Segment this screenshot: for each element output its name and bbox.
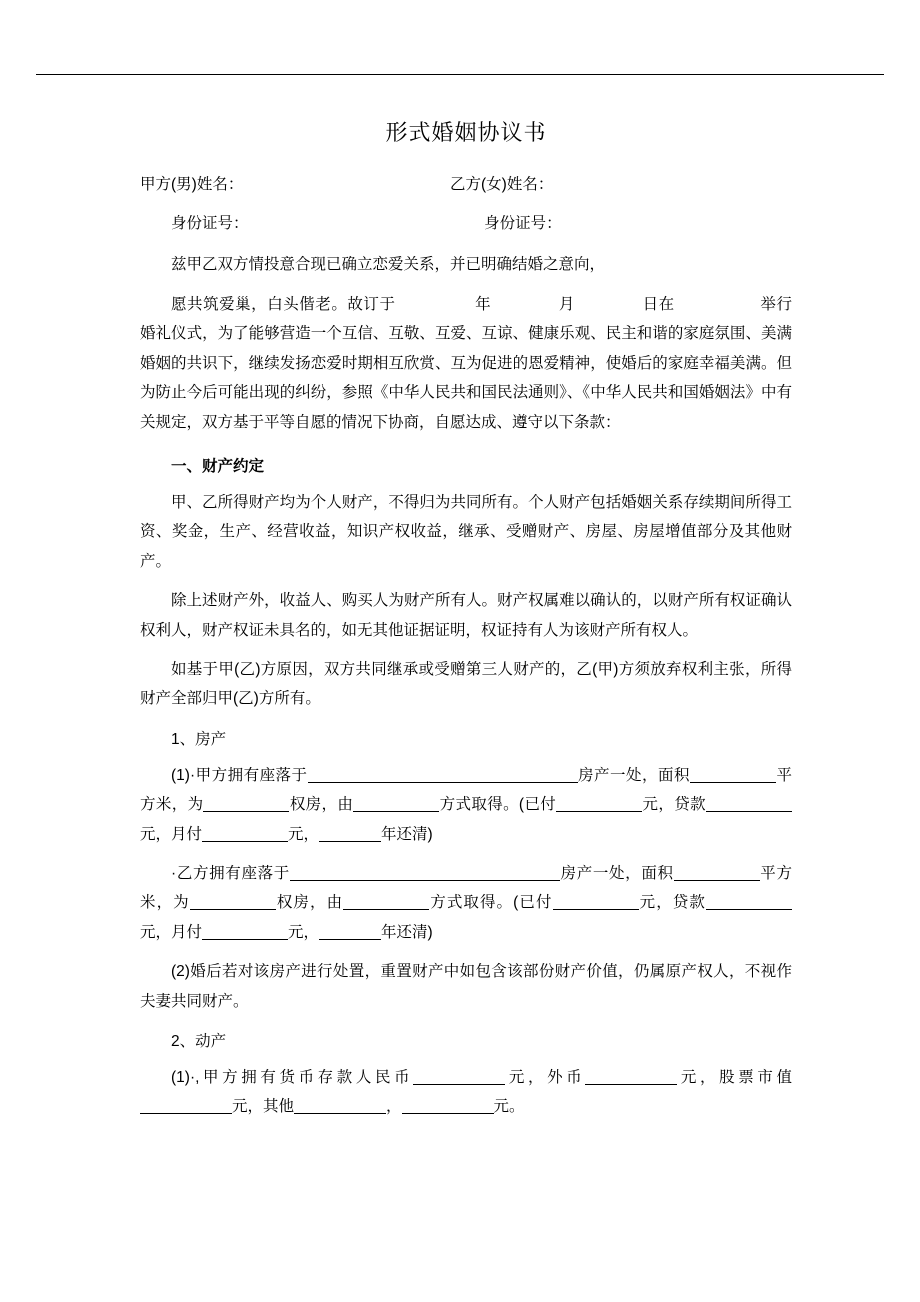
intro-prefix: 愿共筑爱巢，白头偕老。故订于	[171, 295, 396, 313]
item-1b-blank-address	[290, 864, 560, 881]
item-1a-text-6: 元，贷款	[642, 796, 706, 814]
item-1b-blank-paid	[553, 893, 639, 910]
party-id-row	[140, 212, 792, 237]
item-1b-text-5: 方式取得。(已付	[429, 894, 553, 912]
section-1-paragraph-3: 如基于甲(乙)方原因，双方共同继承或受赠第三人财产的，乙(甲)方须放弃权利主张，所得财产全部归甲(乙)方所有。	[140, 661, 792, 708]
intro-line-2	[140, 290, 792, 437]
item-1b-blank-loan	[706, 893, 792, 910]
item-1a-blank-loan	[706, 795, 792, 812]
male-id-label: 身份证号：	[171, 214, 249, 232]
year-label: 年	[475, 295, 492, 313]
item-2a-text-3: 元，股票市值	[677, 1068, 792, 1086]
item-2-heading: 2、动产	[171, 1033, 227, 1051]
month-label: 月	[558, 295, 575, 313]
item-2a-text-2: 元，外币	[505, 1068, 586, 1086]
item-2-party-a-movables	[140, 1063, 792, 1122]
item-1a-text-4: 权房，由	[289, 796, 354, 814]
item-1a-blank-monthly	[202, 824, 288, 841]
page-title: 形式婚姻协议书	[385, 120, 547, 145]
item-2a-blank-other-1	[294, 1097, 386, 1114]
item-1a-text-8: 元，	[288, 825, 320, 843]
item-1-heading: 1、房产	[171, 730, 227, 748]
item-1b-blank-area	[674, 864, 760, 881]
item-1a-blank-right-type	[203, 795, 289, 812]
document-body	[140, 118, 792, 1132]
item-1a-text-7: 元，月付	[140, 825, 203, 843]
item-2a-text-1: (1)·,甲方拥有货币存款人民币	[171, 1068, 414, 1086]
day-label: 日在	[642, 295, 675, 313]
item-1b-text-1: ·乙方拥有座落于	[171, 864, 290, 882]
item-2a-text-5: ，	[386, 1098, 402, 1116]
item-1b-text-6: 元，贷款	[638, 894, 706, 912]
item-2a-blank-stocks	[140, 1097, 232, 1114]
item-1a-blank-years	[319, 824, 381, 841]
item-1b-blank-monthly	[202, 923, 288, 940]
item-1b-blank-years	[319, 923, 381, 940]
section-1-paragraph-1: 甲、乙所得财产均为个人财产，不得归为共同所有。个人财产包括婚姻关系存续期间所得工资、奖金，生产、经营收益，知识产权收益，继承、受赠财产、房屋、房屋增值部分及其他财产。	[140, 493, 792, 570]
item-1a-text-9: 年还清)	[381, 825, 433, 843]
item-1b-text-4: 权房，由	[275, 894, 344, 912]
female-name-label: 乙方(女)姓名：	[450, 175, 554, 193]
item-1b-text-3: 平方米，为	[140, 864, 792, 912]
item-1b-text-9: 年还清)	[381, 923, 433, 941]
item-1b-blank-method	[343, 893, 429, 910]
intro-line-1: 兹甲乙双方情投意合现已确立恋爱关系，并已明确结婚之意向，	[171, 256, 606, 274]
male-name-label: 甲方(男)姓名：	[140, 175, 244, 193]
item-1-party-a-property	[140, 761, 792, 849]
item-2a-text-6: 元。	[493, 1098, 525, 1116]
item-2a-blank-other-2	[402, 1097, 494, 1114]
female-id-label: 身份证号：	[484, 214, 562, 232]
item-1a-text-2: 房产一处，面积	[577, 766, 690, 784]
item-1a-blank-address	[308, 765, 578, 782]
intro-suffix: 举行婚礼仪式，为了能够营造一个互信、互敬、互爱、互谅、健康乐观、民主和谐的家庭氛围、美满婚姻的共识下，继续发扬恋爱时期相互欣赏、互为促进的恩爱精神，使婚后的家庭幸福美满。但为防止今后可能出现的纠纷，参照《中华人民共和国民法通则》、《中华人民共和国婚姻法》中有关规定，双方基于平等自愿的情况下协商，自愿达成、遵守以下条款：	[140, 295, 792, 431]
item-1a-text-5: 方式取得。(已付	[439, 796, 557, 814]
item-1a-text-1: (1)·甲方拥有座落于	[171, 766, 308, 784]
section-1-heading: 一、财产约定	[171, 458, 265, 476]
item-1a-blank-area	[690, 765, 776, 782]
header-divider	[36, 74, 884, 75]
item-1-clause-2: (2)婚后若对该房产进行处置，重置财产中如包含该部份财产价值，仍属原产权人，不视作夫妻共同财产。	[140, 963, 792, 1010]
item-1b-blank-right-type	[190, 893, 276, 910]
section-1-paragraph-2: 除上述财产外，收益人、购买人为财产所有人。财产权属难以确认的，以财产所有权证确认权利人，财产权证未具名的，如无其他证据证明，权证持有人为该财产所有权人。	[140, 592, 792, 639]
item-1a-blank-paid	[556, 795, 642, 812]
item-2a-blank-rmb	[413, 1068, 505, 1085]
item-1a-text-3: 平方米，为	[140, 766, 792, 814]
item-1b-text-7: 元，月付	[140, 923, 203, 941]
item-1-party-b-property	[140, 859, 792, 947]
party-name-row	[140, 173, 792, 198]
item-1a-blank-method	[353, 795, 439, 812]
item-2a-text-4: 元，其他	[232, 1098, 295, 1116]
item-2a-blank-foreign	[585, 1068, 677, 1085]
item-1b-text-2: 房产一处，面积	[559, 864, 674, 882]
item-1b-text-8: 元，	[288, 923, 320, 941]
